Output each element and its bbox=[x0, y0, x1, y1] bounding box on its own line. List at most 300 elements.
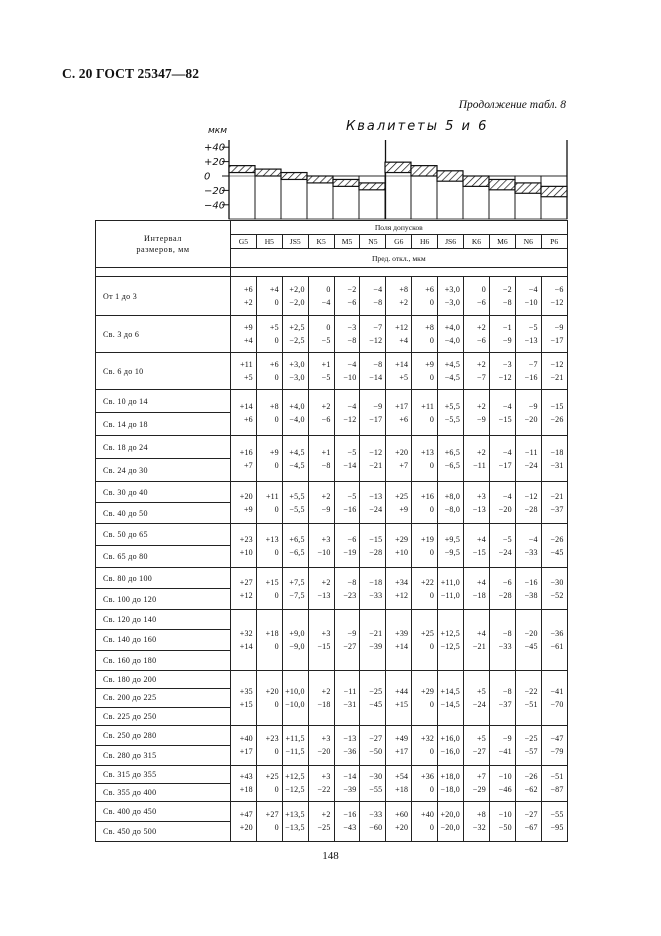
deviation-cell bbox=[334, 390, 360, 436]
size-interval-label: Св. 80 до 100 bbox=[96, 568, 231, 589]
size-interval-label: Св. 100 до 120 bbox=[96, 589, 231, 610]
table-row bbox=[96, 277, 568, 316]
lower-deviation: −41 bbox=[498, 747, 512, 757]
upper-deviation: +39 bbox=[395, 628, 409, 638]
upper-deviation: +13 bbox=[265, 534, 279, 544]
deviation-cell bbox=[515, 277, 541, 316]
upper-deviation: −4 bbox=[347, 360, 357, 369]
deviation-cell bbox=[541, 353, 567, 390]
upper-deviation: +2 bbox=[476, 401, 486, 411]
tolerance-field-bar bbox=[255, 169, 281, 176]
deviation-cell bbox=[438, 436, 464, 482]
deviation-cell bbox=[334, 765, 360, 801]
lower-deviation: −55 bbox=[369, 785, 383, 795]
lower-deviation: +2 bbox=[243, 298, 253, 307]
upper-deviation: −1 bbox=[502, 323, 512, 332]
lower-deviation: −39 bbox=[369, 641, 383, 651]
deviation-cell bbox=[282, 725, 308, 765]
upper-deviation: −18 bbox=[369, 577, 383, 587]
lower-deviation: −11,0 bbox=[440, 590, 461, 600]
size-interval-label: Св. 50 до 65 bbox=[96, 524, 231, 546]
upper-deviation: +5,5 bbox=[289, 491, 305, 501]
tolerance-field-bar bbox=[333, 179, 359, 186]
lower-deviation: +12 bbox=[239, 590, 253, 600]
lower-deviation: +6 bbox=[399, 414, 409, 424]
lower-deviation: −43 bbox=[343, 823, 357, 833]
lower-deviation: +5 bbox=[243, 373, 253, 382]
lower-deviation: +15 bbox=[395, 699, 409, 709]
lower-deviation: 0 bbox=[429, 590, 435, 600]
deviation-cell bbox=[515, 765, 541, 801]
deviation-cell bbox=[438, 390, 464, 436]
upper-deviation: +9,0 bbox=[289, 628, 305, 638]
upper-deviation: +47 bbox=[239, 810, 253, 820]
deviation-cell bbox=[541, 277, 567, 316]
upper-deviation: +35 bbox=[239, 686, 253, 696]
lower-deviation: −17 bbox=[498, 460, 512, 470]
deviation-cell bbox=[412, 390, 438, 436]
upper-deviation: −10 bbox=[498, 772, 512, 782]
upper-deviation: +6,5 bbox=[444, 447, 461, 457]
upper-deviation: −4 bbox=[528, 534, 538, 544]
upper-deviation: +7,5 bbox=[289, 577, 305, 587]
deviation-cell bbox=[412, 482, 438, 524]
upper-deviation: −16 bbox=[343, 810, 357, 820]
deviation-cell bbox=[282, 482, 308, 524]
upper-deviation: +34 bbox=[395, 577, 409, 587]
deviation-cell bbox=[256, 277, 282, 316]
lower-deviation: −12,5 bbox=[285, 785, 305, 795]
deviation-cell bbox=[489, 568, 515, 610]
upper-deviation: +54 bbox=[395, 772, 409, 782]
lower-deviation: +2 bbox=[399, 298, 409, 307]
scale-label: +20 bbox=[204, 157, 226, 169]
lower-deviation: −4,5 bbox=[444, 373, 461, 382]
lower-deviation: −5 bbox=[321, 336, 331, 345]
column-header: G6 bbox=[386, 235, 412, 249]
upper-deviation: −30 bbox=[550, 577, 564, 587]
range-header-line2: размеров, мм bbox=[136, 245, 190, 254]
deviation-cell bbox=[282, 353, 308, 390]
column-header: P6 bbox=[541, 235, 567, 249]
lower-deviation: −18,0 bbox=[440, 785, 461, 795]
lower-deviation: −15 bbox=[498, 414, 512, 424]
upper-deviation: +8 bbox=[399, 285, 409, 294]
tolerance-field-bar bbox=[385, 162, 411, 172]
field-column bbox=[229, 166, 255, 219]
lower-deviation: −16,0 bbox=[440, 747, 461, 757]
lower-deviation: −9,5 bbox=[444, 547, 461, 557]
deviation-cell bbox=[256, 316, 282, 353]
deviation-cell bbox=[489, 436, 515, 482]
lower-deviation: +7 bbox=[399, 460, 409, 470]
lower-deviation: −27 bbox=[472, 747, 486, 757]
lower-deviation: −17 bbox=[550, 336, 564, 345]
table-continuation-note: Продолжение табл. 8 bbox=[458, 99, 566, 111]
upper-deviation: −12 bbox=[369, 447, 383, 457]
deviation-cell bbox=[334, 610, 360, 671]
lower-deviation: −21 bbox=[472, 641, 486, 651]
deviation-cell bbox=[360, 568, 386, 610]
upper-deviation: −8 bbox=[347, 577, 357, 587]
deviation-cell bbox=[412, 436, 438, 482]
lower-deviation: −4,5 bbox=[289, 460, 305, 470]
upper-deviation: −9 bbox=[347, 628, 357, 638]
size-interval-label: Св. 6 до 10 bbox=[96, 353, 231, 390]
deviation-cell bbox=[231, 390, 257, 436]
column-header: M5 bbox=[334, 235, 360, 249]
upper-deviation: +6 bbox=[269, 360, 279, 369]
deviation-cell bbox=[231, 316, 257, 353]
deviation-cell bbox=[282, 568, 308, 610]
deviation-cell bbox=[386, 353, 412, 390]
deviation-cell bbox=[231, 524, 257, 568]
upper-deviation: −13 bbox=[343, 734, 357, 744]
upper-deviation: −26 bbox=[550, 534, 564, 544]
lower-deviation: −79 bbox=[550, 747, 564, 757]
upper-deviation: −33 bbox=[369, 810, 383, 820]
deviation-cell bbox=[386, 725, 412, 765]
lower-deviation: −10 bbox=[343, 373, 357, 382]
deviation-cell bbox=[489, 610, 515, 671]
upper-deviation: −7 bbox=[528, 360, 538, 369]
lower-deviation: −13,5 bbox=[285, 823, 305, 833]
deviation-cell bbox=[464, 801, 490, 841]
size-interval-label: Св. 140 до 160 bbox=[96, 630, 231, 650]
tolerance-field-bar bbox=[281, 173, 307, 180]
deviation-cell bbox=[541, 482, 567, 524]
deviation-cell bbox=[386, 670, 412, 725]
lower-deviation: −45 bbox=[369, 699, 383, 709]
upper-deviation: −7 bbox=[373, 323, 383, 332]
lower-deviation: 0 bbox=[274, 785, 279, 795]
column-header: H6 bbox=[412, 235, 438, 249]
upper-deviation: +23 bbox=[265, 734, 279, 744]
deviation-cell bbox=[231, 568, 257, 610]
upper-deviation: −20 bbox=[524, 628, 538, 638]
lower-deviation: −25 bbox=[317, 823, 331, 833]
upper-deviation: +10,0 bbox=[285, 686, 305, 696]
deviation-cell bbox=[282, 277, 308, 316]
upper-deviation: +4 bbox=[269, 285, 279, 294]
deviation-cell bbox=[282, 436, 308, 482]
upper-deviation: +4,0 bbox=[444, 323, 461, 332]
lower-deviation: −46 bbox=[498, 785, 512, 795]
deviation-cell bbox=[386, 316, 412, 353]
lower-deviation: −24 bbox=[472, 699, 486, 709]
deviation-cell bbox=[360, 670, 386, 725]
deviation-cell bbox=[386, 610, 412, 671]
size-interval-label: Св. 225 до 250 bbox=[96, 707, 231, 725]
lower-deviation: −28 bbox=[369, 547, 383, 557]
upper-deviation: +13,5 bbox=[285, 810, 305, 820]
upper-deviation: +4,0 bbox=[289, 401, 305, 411]
table-row bbox=[96, 568, 568, 589]
lower-deviation: −36 bbox=[343, 747, 357, 757]
lower-deviation: −15 bbox=[472, 547, 486, 557]
deviation-cell bbox=[438, 353, 464, 390]
upper-deviation: +9 bbox=[243, 323, 253, 332]
lower-deviation: −60 bbox=[369, 823, 383, 833]
deviation-cell bbox=[515, 482, 541, 524]
upper-deviation: +20 bbox=[265, 686, 279, 696]
lower-deviation: 0 bbox=[429, 460, 435, 470]
lower-deviation: −87 bbox=[550, 785, 564, 795]
upper-deviation: +29 bbox=[421, 686, 435, 696]
upper-deviation: −15 bbox=[369, 534, 383, 544]
deviation-cell bbox=[489, 725, 515, 765]
lower-deviation: −33 bbox=[524, 547, 538, 557]
upper-deviation: +29 bbox=[395, 534, 409, 544]
upper-deviation: +18,0 bbox=[440, 772, 461, 782]
deviation-cell bbox=[256, 568, 282, 610]
upper-deviation: +8 bbox=[476, 810, 486, 820]
deviation-cell bbox=[438, 524, 464, 568]
tolerance-field-bar bbox=[437, 171, 463, 181]
table-row bbox=[96, 801, 568, 821]
lower-deviation: +20 bbox=[395, 823, 409, 833]
lower-deviation: −10 bbox=[524, 298, 538, 307]
upper-deviation: +2 bbox=[476, 447, 486, 457]
deviation-cell bbox=[464, 436, 490, 482]
upper-deviation: +3 bbox=[321, 628, 331, 638]
lower-deviation: −14 bbox=[343, 460, 357, 470]
deviation-cell bbox=[308, 765, 334, 801]
upper-deviation: +2 bbox=[476, 360, 486, 369]
lower-deviation: −8,0 bbox=[444, 504, 461, 514]
upper-deviation: −27 bbox=[524, 810, 538, 820]
tolerance-field-bar bbox=[411, 166, 437, 176]
upper-deviation: +8 bbox=[269, 401, 279, 411]
lower-deviation: −12 bbox=[550, 298, 564, 307]
deviation-cell bbox=[412, 524, 438, 568]
upper-deviation: +17 bbox=[395, 401, 409, 411]
upper-deviation: +44 bbox=[395, 686, 409, 696]
lower-deviation: +5 bbox=[399, 373, 409, 382]
upper-deviation: −8 bbox=[502, 628, 512, 638]
lower-deviation: +10 bbox=[239, 547, 253, 557]
lower-deviation: −29 bbox=[472, 785, 486, 795]
deviation-cell bbox=[360, 436, 386, 482]
upper-deviation: −9 bbox=[502, 734, 512, 744]
deviation-cell bbox=[308, 436, 334, 482]
deviation-cell bbox=[412, 568, 438, 610]
lower-deviation: 0 bbox=[429, 504, 435, 514]
deviation-cell bbox=[282, 610, 308, 671]
upper-deviation: +9 bbox=[425, 360, 435, 369]
deviation-cell bbox=[412, 765, 438, 801]
deviation-cell bbox=[334, 353, 360, 390]
deviation-cell bbox=[334, 316, 360, 353]
lower-deviation: −24 bbox=[369, 504, 383, 514]
lower-deviation: −4 bbox=[321, 298, 331, 307]
deviation-cell bbox=[489, 390, 515, 436]
lower-deviation: −28 bbox=[524, 504, 538, 514]
deviation-cell bbox=[438, 482, 464, 524]
deviation-cell bbox=[412, 670, 438, 725]
lower-deviation: −6,5 bbox=[444, 460, 461, 470]
upper-deviation: −5 bbox=[502, 534, 512, 544]
lower-deviation: +17 bbox=[395, 747, 409, 757]
deviation-cell bbox=[360, 725, 386, 765]
lower-deviation: −11 bbox=[473, 460, 486, 470]
upper-deviation: +18 bbox=[265, 628, 279, 638]
lower-deviation: −18 bbox=[317, 699, 331, 709]
upper-deviation: −26 bbox=[524, 772, 538, 782]
deviation-cell bbox=[231, 277, 257, 316]
upper-deviation: −15 bbox=[550, 401, 564, 411]
lower-deviation: −16 bbox=[524, 373, 538, 382]
deviation-cell bbox=[438, 725, 464, 765]
deviation-cell bbox=[256, 482, 282, 524]
deviation-cell bbox=[464, 670, 490, 725]
size-interval-label: Св. 18 до 24 bbox=[96, 436, 231, 459]
deviation-cell bbox=[256, 610, 282, 671]
size-interval-label: От 1 до 3 bbox=[96, 277, 231, 316]
deviation-cell bbox=[412, 277, 438, 316]
deviation-cell bbox=[256, 524, 282, 568]
upper-deviation: −4 bbox=[528, 285, 538, 294]
upper-deviation: +5,5 bbox=[444, 401, 461, 411]
upper-deviation: +4 bbox=[476, 577, 486, 587]
deviation-cell bbox=[282, 524, 308, 568]
upper-deviation: +49 bbox=[395, 734, 409, 744]
upper-deviation: −4 bbox=[373, 285, 383, 294]
lower-deviation: +9 bbox=[399, 504, 409, 514]
upper-deviation: +20,0 bbox=[440, 810, 461, 820]
upper-deviation: −12 bbox=[550, 360, 564, 369]
upper-deviation: +2,0 bbox=[289, 285, 305, 294]
upper-deviation: +12,5 bbox=[440, 628, 461, 638]
upper-deviation: +8 bbox=[425, 323, 435, 332]
lower-deviation: 0 bbox=[429, 298, 435, 307]
deviation-cell bbox=[515, 353, 541, 390]
upper-deviation: +3 bbox=[476, 491, 486, 501]
upper-deviation: +2 bbox=[321, 577, 331, 587]
deviation-header: Пред. откл., мкм bbox=[231, 249, 568, 268]
lower-deviation: −6 bbox=[321, 414, 331, 424]
lower-deviation: −6 bbox=[476, 298, 486, 307]
lower-deviation: −19 bbox=[343, 547, 357, 557]
deviation-cell bbox=[464, 390, 490, 436]
upper-deviation: +32 bbox=[421, 734, 435, 744]
lower-deviation: −8 bbox=[347, 336, 357, 345]
deviation-cell bbox=[489, 353, 515, 390]
upper-deviation: −8 bbox=[373, 360, 383, 369]
upper-deviation: −2 bbox=[347, 285, 357, 294]
lower-deviation: −20 bbox=[498, 504, 512, 514]
deviation-cell bbox=[231, 801, 257, 841]
column-header: G5 bbox=[231, 235, 257, 249]
upper-deviation: −25 bbox=[524, 734, 538, 744]
deviation-cell bbox=[541, 725, 567, 765]
lower-deviation: −39 bbox=[343, 785, 357, 795]
deviation-cell bbox=[464, 316, 490, 353]
lower-deviation: +18 bbox=[395, 785, 409, 795]
scale-label: +40 bbox=[204, 142, 226, 154]
fields-header: Поля допусков bbox=[231, 221, 568, 235]
deviation-cell bbox=[231, 725, 257, 765]
upper-deviation: −36 bbox=[550, 628, 564, 638]
lower-deviation: −31 bbox=[550, 460, 564, 470]
lower-deviation: −51 bbox=[524, 699, 538, 709]
diagram-title: Квалитеты 5 и 6 bbox=[346, 119, 489, 134]
upper-deviation: +9 bbox=[269, 447, 279, 457]
upper-deviation: −4 bbox=[502, 491, 512, 501]
upper-deviation: −12 bbox=[524, 491, 538, 501]
upper-deviation: −5 bbox=[528, 323, 538, 332]
upper-deviation: −21 bbox=[369, 628, 383, 638]
lower-deviation: −5,5 bbox=[289, 504, 305, 514]
deviation-cell bbox=[308, 316, 334, 353]
deviation-cell bbox=[308, 801, 334, 841]
lower-deviation: −37 bbox=[550, 504, 564, 514]
upper-deviation: −3 bbox=[502, 360, 512, 369]
lower-deviation: +6 bbox=[243, 414, 253, 424]
lower-deviation: −50 bbox=[498, 823, 512, 833]
lower-deviation: −5 bbox=[321, 373, 331, 382]
column-header: H5 bbox=[256, 235, 282, 249]
lower-deviation: −12 bbox=[369, 336, 383, 345]
deviation-cell bbox=[360, 801, 386, 841]
deviation-cell bbox=[541, 390, 567, 436]
deviation-cell bbox=[334, 670, 360, 725]
size-interval-label: Св. 30 до 40 bbox=[96, 482, 231, 503]
lower-deviation: 0 bbox=[429, 747, 435, 757]
lower-deviation: −3,0 bbox=[444, 298, 461, 307]
tolerance-field-bar bbox=[489, 179, 515, 189]
upper-deviation: −13 bbox=[369, 491, 383, 501]
lower-deviation: −32 bbox=[472, 823, 486, 833]
deviation-cell bbox=[256, 801, 282, 841]
deviation-cell bbox=[386, 277, 412, 316]
lower-deviation: −13 bbox=[472, 504, 486, 514]
tolerance-field-bar bbox=[541, 186, 567, 196]
upper-deviation: +11 bbox=[240, 360, 253, 369]
upper-deviation: −9 bbox=[528, 401, 538, 411]
lower-deviation: −2,0 bbox=[289, 298, 305, 307]
upper-deviation: −5 bbox=[347, 491, 357, 501]
lower-deviation: +7 bbox=[243, 460, 253, 470]
deviation-cell bbox=[464, 765, 490, 801]
lower-deviation: −4,0 bbox=[444, 336, 461, 345]
deviation-cell bbox=[386, 482, 412, 524]
lower-deviation: −12,5 bbox=[440, 641, 461, 651]
lower-deviation: −5,5 bbox=[444, 414, 461, 424]
lower-deviation: +14 bbox=[395, 641, 409, 651]
lower-deviation: 0 bbox=[274, 699, 279, 709]
upper-deviation: +5 bbox=[476, 734, 486, 744]
deviation-cell bbox=[308, 524, 334, 568]
deviation-cell bbox=[541, 436, 567, 482]
deviation-cell bbox=[282, 801, 308, 841]
lower-deviation: −10 bbox=[317, 547, 331, 557]
size-interval-label: Св. 450 до 500 bbox=[96, 821, 231, 841]
lower-deviation: 0 bbox=[429, 785, 435, 795]
table-row bbox=[96, 390, 568, 413]
upper-deviation: −18 bbox=[550, 447, 564, 457]
scale-label: −40 bbox=[204, 200, 226, 212]
lower-deviation: −67 bbox=[524, 823, 538, 833]
deviation-cell bbox=[360, 765, 386, 801]
lower-deviation: 0 bbox=[274, 460, 279, 470]
size-interval-label: Св. 250 до 280 bbox=[96, 725, 231, 745]
upper-deviation: −25 bbox=[369, 686, 383, 696]
lower-deviation: −12 bbox=[498, 373, 512, 382]
tolerance-field-bar bbox=[359, 183, 385, 190]
upper-deviation: +1 bbox=[321, 447, 331, 457]
upper-deviation: 0 bbox=[481, 285, 486, 294]
